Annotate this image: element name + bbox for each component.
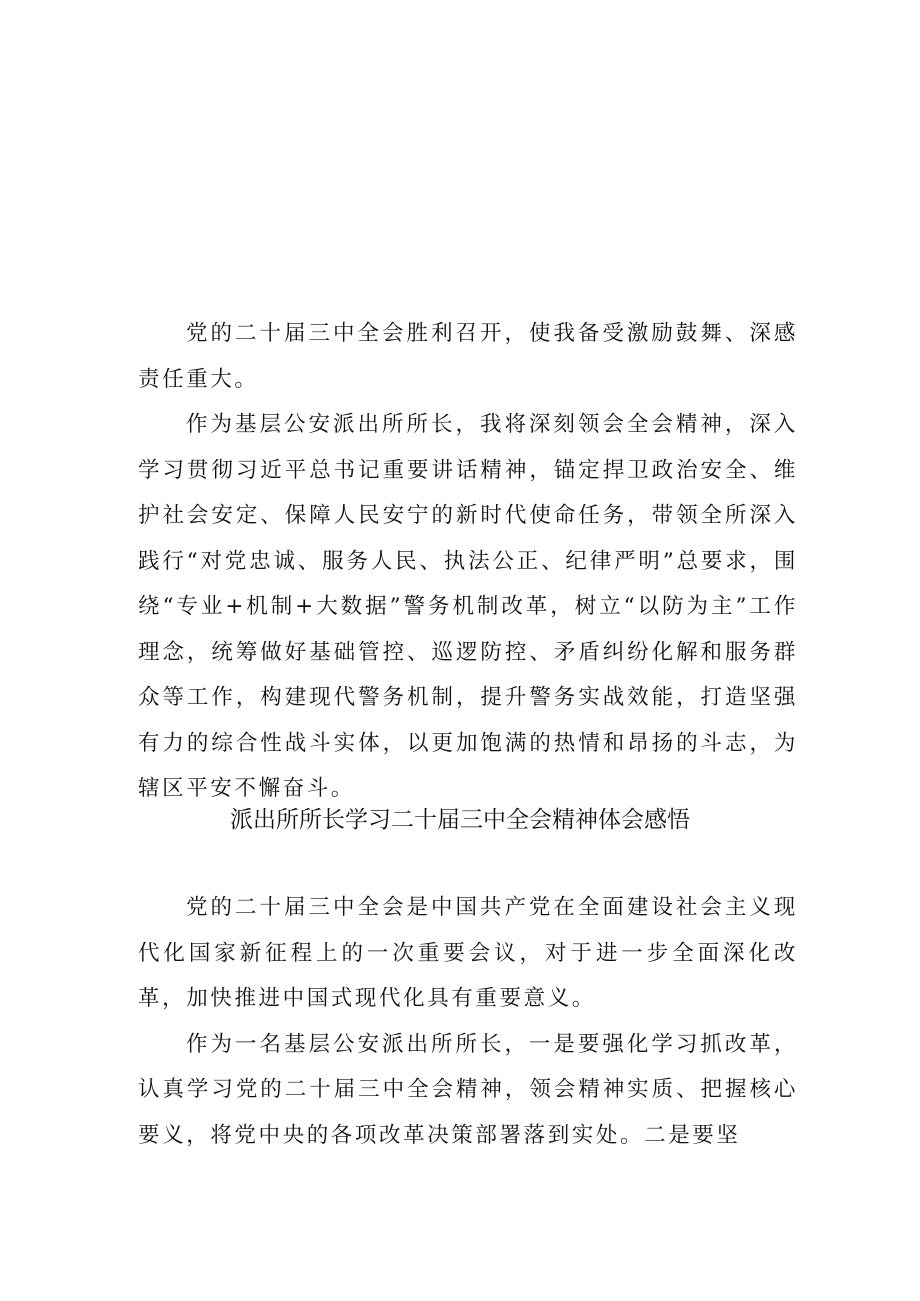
paragraph-actions: 作为一名基层公安派出所所长，一是要强化学习抓改革，认真学习党的二十届三中全会精神，领会精神实质、把握核心要义，将党中央的各项改革决策部署落到实处。二是要坚 [138,1031,798,1148]
section-1-body [138,311,798,812]
section-2-title: 派出所所长学习二十届三中全会精神体会感悟 [230,807,690,833]
paragraph-commitment: 作为基层公安派出所所长，我将深刻领会全会精神，深入学习贯彻习近平总书记重要讲话精神，锚定捍卫政治安全、维护社会安定、保障人民安宁的新时代使命任务，带领全所深入践行“对党忠诚、服务人民、执法公正、纪律严明”总要求，围绕“专业+机制+大数据”警务机制改革，树立“以防为主”工作理念，统筹做好基础管控、巡逻防控、矛盾纠纷化解和服务群众等工作，构建现代警务机制，提升警务实战效能，打造坚强有力的综合性战斗实体，以更加饱满的热情和昂扬的斗志，为辖区平安不懈奋斗。 [138,412,798,801]
paragraph-significance: 党的二十届三中全会是中国共产党在全面建设社会主义现代化国家新征程上的一次重要会议，对于进一步全面深化改革，加快推进中国式现代化具有重要意义。 [138,895,798,1011]
section-2-body [138,885,798,1158]
paragraph-intro: 党的二十届三中全会胜利召开，使我备受激励鼓舞、深感责任重大。 [138,321,798,392]
